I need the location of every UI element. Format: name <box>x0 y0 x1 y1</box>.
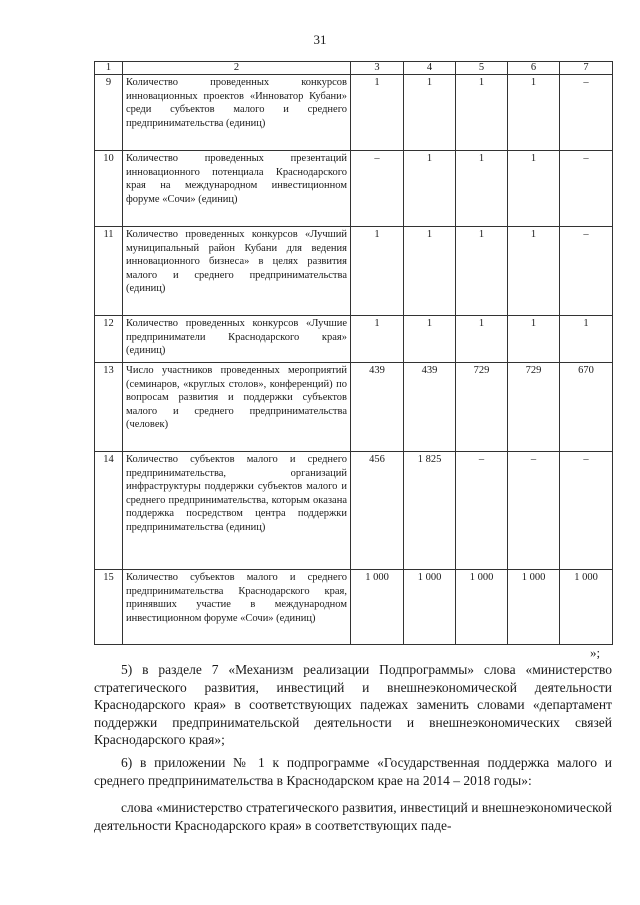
table-closing-quote: »; <box>590 645 601 660</box>
paragraph: 6) в приложении № 1 к подпрограмме «Государственная поддержка малого и среднего предпринимательства в Краснодарском крае на 2014 – 2018 годы»: <box>94 755 612 788</box>
indicator-value: 1 <box>560 316 613 363</box>
indicator-value: 670 <box>560 363 613 452</box>
table-row <box>95 227 613 316</box>
header-cell: 2 <box>123 62 351 75</box>
indicator-value: 439 <box>351 363 404 452</box>
row-number: 14 <box>95 452 123 570</box>
indicator-value: 1 <box>456 227 508 316</box>
indicator-value: 1 000 <box>508 570 560 645</box>
row-number: 11 <box>95 227 123 316</box>
header-cell: 7 <box>560 62 613 75</box>
indicator-value: 1 <box>508 75 560 151</box>
row-number: 10 <box>95 151 123 227</box>
paragraph: слова «министерство стратегического развития, инвестиций и внешнеэкономической деятельности Краснодарского края» в соответствующих паде- <box>94 800 612 833</box>
header-cell: 1 <box>95 62 123 75</box>
indicator-value: 1 <box>351 227 404 316</box>
indicator-value: – <box>508 452 560 570</box>
indicator-value: 1 <box>456 75 508 151</box>
indicator-description: Количество субъектов малого и среднего предпринимательства Краснодарского края, принявших участие в международном инвестиционном форуме «Сочи» (единиц) <box>123 570 351 645</box>
indicator-value: 1 000 <box>456 570 508 645</box>
indicator-value: 729 <box>508 363 560 452</box>
indicator-value: 1 <box>404 227 456 316</box>
indicator-value: 439 <box>404 363 456 452</box>
table-row <box>95 570 613 645</box>
indicator-description: Число участников проведенных мероприятий (семинаров, «круглых столов», конференций) по вопросам развития и поддержки субъектов малого и среднего предпринимательства (человек) <box>123 363 351 452</box>
indicator-value: 1 <box>404 75 456 151</box>
indicator-value: – <box>560 452 613 570</box>
indicator-value: 1 <box>508 316 560 363</box>
header-cell: 6 <box>508 62 560 75</box>
indicator-value: – <box>560 227 613 316</box>
indicator-value: 1 000 <box>351 570 404 645</box>
row-number: 13 <box>95 363 123 452</box>
indicator-value: 1 <box>351 75 404 151</box>
indicator-value: 1 <box>404 316 456 363</box>
table-row <box>95 316 613 363</box>
indicator-value: – <box>560 151 613 227</box>
row-number: 9 <box>95 75 123 151</box>
indicator-value: 1 <box>508 227 560 316</box>
table-row <box>95 151 613 227</box>
indicators-table <box>94 61 613 645</box>
indicator-description: Количество проведенных конкурсов инновационных проектов «Инноватор Кубани» среди субъектов малого и среднего предпринимательства (единиц) <box>123 75 351 151</box>
table-row <box>95 452 613 570</box>
row-number: 12 <box>95 316 123 363</box>
indicator-value: 456 <box>351 452 404 570</box>
indicator-value: – <box>456 452 508 570</box>
indicator-description: Количество проведенных презентаций инновационного потенциала Краснодарского края на международном инвестиционном форуме «Сочи» (единиц) <box>123 151 351 227</box>
indicator-value: – <box>351 151 404 227</box>
indicator-value: 729 <box>456 363 508 452</box>
indicator-value: 1 <box>351 316 404 363</box>
table-header-row <box>95 62 613 75</box>
indicator-description: Количество проведенных конкурсов «Лучшие предприниматели Краснодарского края» (единиц) <box>123 316 351 363</box>
header-cell: 4 <box>404 62 456 75</box>
page-number: 31 <box>313 32 327 47</box>
indicator-value: 1 <box>456 316 508 363</box>
table-row <box>95 363 613 452</box>
header-cell: 3 <box>351 62 404 75</box>
indicator-value: 1 825 <box>404 452 456 570</box>
indicator-value: 1 <box>508 151 560 227</box>
indicator-value: 1 000 <box>560 570 613 645</box>
indicator-value: 1 <box>456 151 508 227</box>
row-number: 15 <box>95 570 123 645</box>
paragraph: 5) в разделе 7 «Механизм реализации Подпрограммы» слова «министерство стратегического развития, инвестиций и внешнеэкономической деятельности Краснодарского края» в соответствующих падежах заменить словами «департамент поддержки предпринимательской деятельности и внешнеэкономических связей Краснодарского края»; <box>94 662 612 747</box>
header-cell: 5 <box>456 62 508 75</box>
indicator-description: Количество субъектов малого и среднего предпринимательства, организаций инфраструктуры поддержки субъектов малого и среднего предпринимательства, которым оказана поддержка посредством центра поддержки предпринимательства (единиц) <box>123 452 351 570</box>
indicator-value: – <box>560 75 613 151</box>
indicator-description: Количество проведенных конкурсов «Лучший муниципальный район Кубани для ведения инновационного бизнеса» в целях развития малого и среднего предпринимательства (единиц) <box>123 227 351 316</box>
indicator-value: 1 <box>404 151 456 227</box>
indicator-value: 1 000 <box>404 570 456 645</box>
table-row <box>95 75 613 151</box>
